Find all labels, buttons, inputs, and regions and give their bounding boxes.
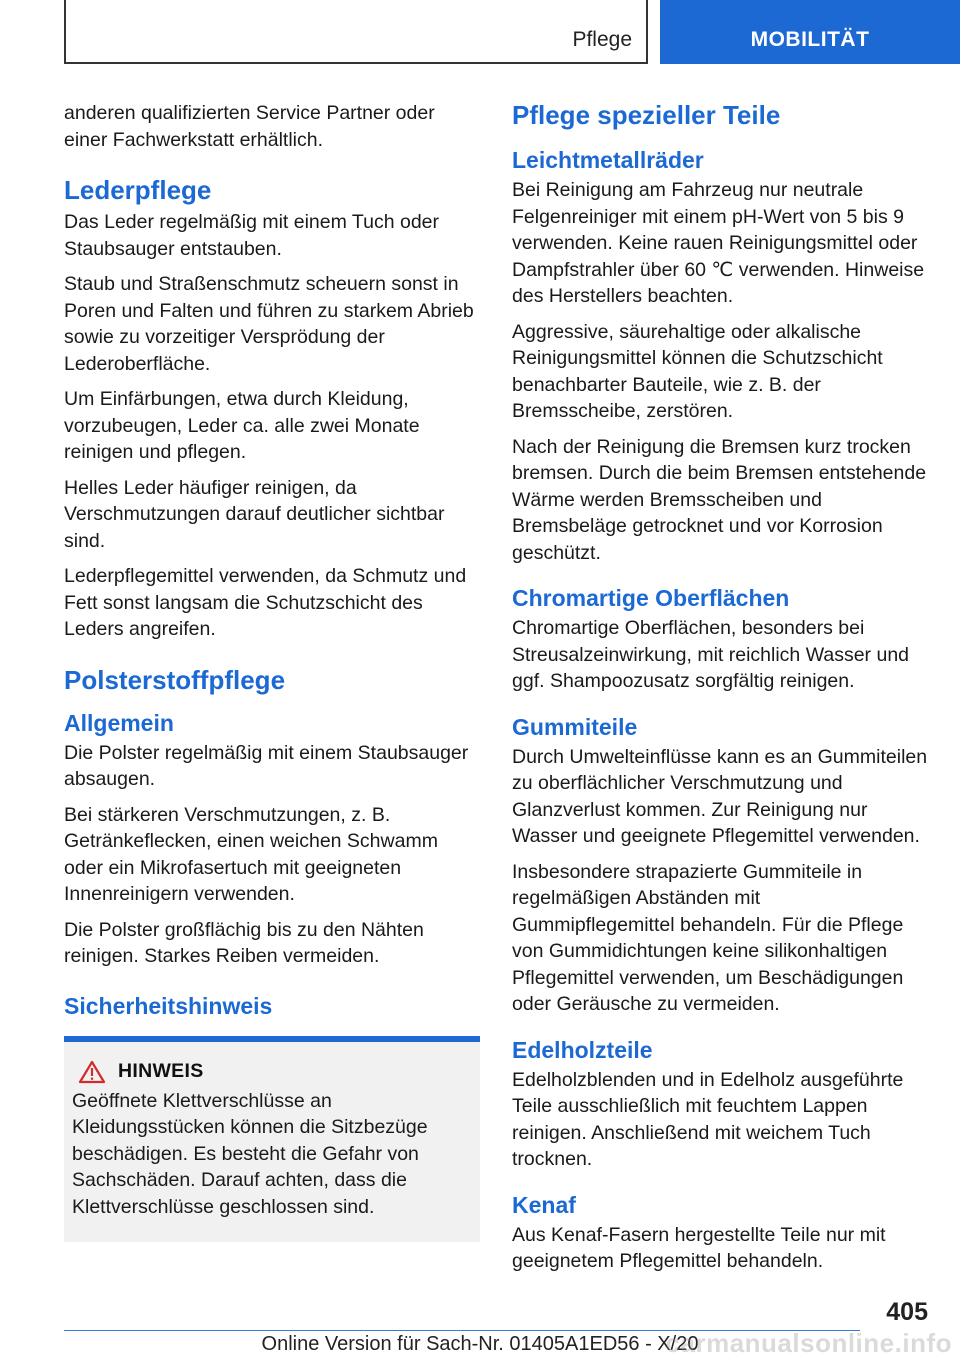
left-column — [64, 100, 480, 1242]
notice-text: Geöffnete Klettverschlüsse an Kleidungsstücken können die Sitzbezüge beschädigen. Es besteht die Gefahr von Sachschäden. Darauf achten, dass die Klettverschlüsse geschlossen sind. — [72, 1089, 428, 1218]
lederpflege-paragraph: Um Einfärbungen, etwa durch Kleidung, vorzubeugen, Leder ca. alle zwei Monate reinigen und pflegen. — [64, 388, 420, 463]
lederpflege-paragraph: Das Leder regelmäßig mit einem Tuch oder Staubsauger entstauben. — [64, 211, 440, 260]
heading-sicherheitshinweis: Sicherheitshinweis — [64, 992, 273, 1019]
notice-box — [64, 1036, 480, 1243]
notice-header — [72, 1060, 472, 1084]
heading-pflege-spezieller-teile: Pflege spezieller Teile — [512, 100, 781, 130]
watermark: carmanualsonline.info — [665, 1328, 952, 1358]
lederpflege-paragraph: Staub und Straßenschmutz scheuern sonst in Poren und Falten und führen zu starkem Abrieb sowie zu vorzeitiger Versprödung der Lederoberfläche. — [64, 273, 474, 375]
polster-paragraph: Die Polster regelmäßig mit einem Staubsauger absaugen. — [64, 741, 469, 790]
heading-chromartige-oberflaechen: Chromartige Oberflächen — [512, 585, 790, 611]
header-chapter-tab[interactable] — [660, 0, 960, 64]
header-box — [64, 0, 648, 64]
header-section-title: Pflege — [572, 28, 632, 51]
leichtmetall-paragraph: Aggressive, säurehaltige oder alkalische Reinigungsmittel können die Schutzschicht benachbarter Bauteile, wie z. B. der Bremsscheibe, zerstören. — [512, 320, 883, 422]
right-column — [512, 100, 928, 1284]
leichtmetall-paragraph: Bei Reinigung am Fahrzeug nur neutrale Felgenreiniger mit einem pH-Wert von 5 bis 9 verwenden. Keine rauen Reinigungsmittel oder Dampfstrahler über 60 ℃ verwenden. Hinweise des Herstellers beachten. — [512, 179, 925, 307]
header-chapter-label: MOBILITÄT — [750, 28, 870, 51]
lederpflege-paragraph: Helles Leder häufiger reinigen, da Verschmutzungen darauf deutlicher sichtbar sind. — [64, 476, 445, 552]
heading-kenaf: Kenaf — [512, 1191, 576, 1218]
heading-leichtmetallraeder: Leichtmetallräder — [512, 147, 704, 173]
kenaf-paragraph: Aus Kenaf-Fasern hergestellte Teile nur mit geeignetem Pflegemittel behandeln. — [512, 1223, 886, 1272]
notice-label: HINWEIS — [118, 1060, 204, 1082]
heading-polsterstoffpflege: Polsterstoffpflege — [64, 664, 286, 695]
lederpflege-paragraph: Lederpflegemittel verwenden, da Schmutz und Fett sonst langsam die Schutzschicht des Leders angreifen. — [64, 565, 467, 640]
gummi-paragraph: Durch Umwelteinflüsse kann es an Gummiteilen zu oberflächlicher Verschmutzung und Glanzverlust kommen. Zur Reinigung nur Wasser und geeignete Pflegemittel verwenden. — [512, 745, 928, 847]
chrom-paragraph: Chromartige Oberflächen, besonders bei Streusalzeinwirkung, mit reichlich Wasser und ggf. Shampoozusatz sorgfältig reinigen. — [512, 617, 910, 692]
polster-paragraph: Die Polster großflächig bis zu den Nähten reinigen. Starkes Reiben vermeiden. — [64, 918, 424, 967]
warning-triangle-icon — [78, 1060, 106, 1084]
leichtmetall-paragraph: Nach der Reinigung die Bremsen kurz trocken bremsen. Durch die beim Bremsen entstehende Wärme werden Bremsscheiben und Bremsbeläge getrocknet und vor Korrosion geschützt. — [512, 435, 927, 564]
footer-online-version: Online Version für Sach-Nr. 01405A1ED56 - X/20 — [261, 1333, 699, 1355]
heading-lederpflege: Lederpflege — [64, 175, 212, 205]
intro-paragraph: anderen qualifizierten Service Partner oder einer Fachwerkstatt erhältlich. — [64, 102, 435, 151]
polster-paragraph: Bei stärkeren Verschmutzungen, z. B. Getränkeflecken, einen weichen Schwamm oder ein Mikrofasertuch mit geeigneten Innenreinigern verwenden. — [64, 803, 438, 905]
gummi-paragraph: Insbesondere strapazierte Gummiteile in regelmäßigen Abständen mit Gummipflegemittel behandeln. Für die Pflege von Gummidichtungen keine silikonhaltigen Pflegemittel verwenden, um Beschädigungen oder Geräusche zu vermeiden. — [512, 860, 904, 1015]
heading-allgemein: Allgemein — [64, 709, 174, 736]
heading-gummiteile: Gummiteile — [512, 713, 638, 740]
heading-edelholzteile: Edelholzteile — [512, 1036, 653, 1063]
edelholz-paragraph: Edelholzblenden und in Edelholz ausgeführte Teile ausschließlich mit feuchtem Lappen reinigen. Anschließend mit weichem Tuch trocknen. — [512, 1068, 904, 1170]
page-number: 405 — [886, 1298, 928, 1326]
